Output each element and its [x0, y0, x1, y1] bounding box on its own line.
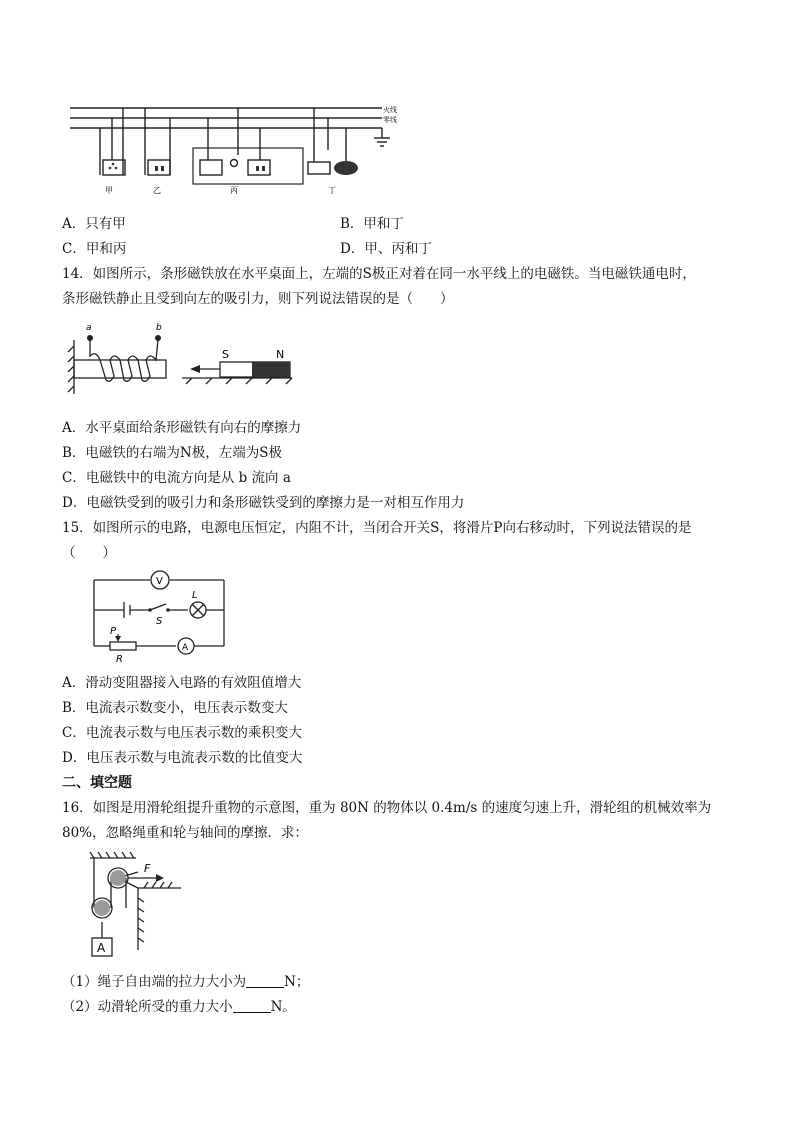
q14-stem-line2: 条形磁铁静止且受到向左的吸引力，则下列说法错误的是（ ） — [62, 291, 454, 307]
lamp-label: L — [192, 590, 198, 601]
q13-option-b: B．甲和丁 — [340, 216, 404, 232]
q13-option-d: D．甲、丙和丁 — [340, 241, 432, 257]
terminal-a-label: a — [86, 323, 92, 333]
section-heading: 二、填空题 — [62, 775, 132, 791]
slider-label: P — [110, 626, 117, 637]
neutral-wire-label: 零线 — [383, 116, 397, 124]
q15-stem-line1: 15．如图所示的电路，电源电压恒定，内阻不计，当闭合开关S，将滑片P向右移动时，下列说法错误的是 — [62, 520, 692, 536]
terminal-b-label: b — [156, 323, 162, 333]
q13-option-c: C．甲和丙 — [62, 241, 127, 257]
q15-option-c: C．电流表示数与电压表示数的乘积变大 — [62, 725, 302, 741]
ammeter-label: A — [182, 643, 189, 653]
q15-stem-line2: （ ） — [62, 545, 116, 561]
label-ding: 丁 — [328, 186, 336, 195]
rheostat-label: R — [116, 654, 123, 665]
q16-sub1-prefix: （1）绳子自由端的拉力大小为 — [62, 974, 247, 990]
q14-option-b: B．电磁铁的右端为N极，左端为S极 — [62, 445, 282, 461]
q15-option-a: A．滑动变阻器接入电路的有效阻值增大 — [62, 675, 302, 691]
magnet-s-label: S — [222, 348, 229, 361]
answer-blank-1[interactable] — [246, 973, 284, 988]
q16-stem-line1: 16．如图是用滑轮组提升重物的示意图，重为 80N 的物体以 0.4m/s 的速度匀速上升，滑轮组的机械效率为 — [62, 800, 712, 816]
label-yi: 乙 — [153, 186, 161, 195]
block-label: A — [97, 941, 106, 955]
force-label: F — [144, 862, 151, 875]
q14-option-d: D．电磁铁受到的吸引力和条形磁铁受到的摩擦力是一对相互作用力 — [62, 495, 465, 511]
q14-option-c: C．电磁铁中的电流方向是从 b 流向 a — [62, 470, 291, 486]
voltmeter-label: V — [156, 576, 163, 587]
q15-option-b: B．电流表示数变小，电压表示数变大 — [62, 700, 288, 716]
q16-sub2-prefix: （2）动滑轮所受的重力大小 — [62, 999, 233, 1015]
answer-blank-2[interactable] — [233, 998, 271, 1013]
q16-subquestion-2 — [62, 997, 296, 1017]
q14-option-a: A．水平桌面给条形磁铁有向右的摩擦力 — [62, 420, 302, 436]
electromagnet-figure — [62, 320, 302, 400]
label-bing: 丙 — [230, 186, 238, 195]
q15-option-d: D．电压表示数与电流表示数的比值变大 — [62, 750, 303, 766]
q16-stem-line2: 80%，忽略绳重和轮与轴间的摩擦．求： — [62, 825, 309, 841]
q16-subquestion-1 — [62, 972, 309, 992]
pulley-figure — [86, 850, 196, 960]
live-wire-label: 火线 — [383, 106, 397, 114]
circuit-figure — [88, 568, 238, 668]
q14-stem-line1: 14．如图所示，条形磁铁放在水平桌面上，左端的S极正对着在同一水平线上的电磁铁。当电磁铁通电时， — [62, 266, 696, 282]
q16-sub2-suffix: N。 — [270, 999, 296, 1015]
household-circuit-figure — [60, 100, 410, 200]
q13-option-a: A．只有甲 — [62, 216, 126, 232]
magnet-n-label: N — [276, 348, 285, 361]
label-jia: 甲 — [105, 186, 113, 195]
switch-label: S — [156, 616, 163, 627]
q16-sub1-suffix: N； — [284, 974, 310, 990]
